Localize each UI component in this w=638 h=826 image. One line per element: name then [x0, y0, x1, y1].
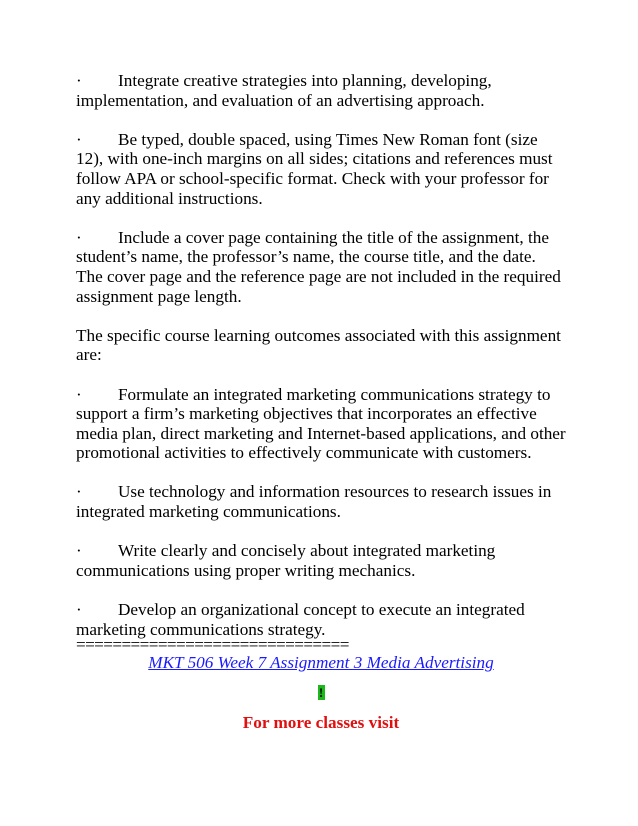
bullet-paragraph: [76, 482, 566, 521]
intro-paragraph: [76, 326, 566, 365]
highlight-mark-glyph: !: [318, 684, 324, 700]
bullet-dot: ·: [76, 129, 82, 149]
bullet-dot: ·: [76, 384, 82, 404]
separator-line: ==============================: [76, 639, 349, 653]
bullet-dot: ·: [76, 541, 82, 561]
paragraph-text: Develop an organizational concept to execute an integrated marketing communications strategy.: [76, 600, 525, 639]
paragraph-text: Formulate an integrated marketing communications strategy to support a firm’s marketing objectives that incorporates an effective media plan, direct marketing and Internet-based applications, and other promotional activities to effectively communicate with customers.: [76, 384, 566, 463]
paragraph-text: Integrate creative strategies into planning, developing, implementation, and evaluation of an advertising approach.: [76, 71, 492, 110]
paragraph-text: The specific course learning outcomes associated with this assignment are:: [76, 325, 561, 365]
bullet-paragraph: [76, 130, 566, 208]
bullet-dot: ·: [76, 227, 82, 247]
bullet-paragraph: [76, 541, 566, 580]
paragraph-text: Use technology and information resources to research issues in integrated marketing communications.: [76, 482, 552, 522]
bullet-dot: ·: [76, 600, 82, 620]
bullet-paragraph: [76, 228, 566, 306]
highlight-mark: [76, 680, 566, 702]
visit-heading: For more classes visit: [242, 713, 400, 733]
bullet-dot: ·: [76, 482, 82, 502]
paragraph-list: [76, 71, 566, 639]
course-link[interactable]: MKT 506 Week 7 Assignment 3 Media Advertising: [148, 653, 494, 673]
paragraph-text: Write clearly and concisely about integrated marketing communications using proper writing mechanics.: [76, 541, 496, 580]
bullet-paragraph: [76, 71, 566, 110]
paragraph-text: Be typed, double spaced, using Times New Roman font (size 12), with one-inch margins on all sides; citations and references must follow APA or school-specific format. Check with your professor for any additional instructions.: [76, 129, 553, 208]
document-page: [76, 71, 566, 734]
bullet-paragraph: [76, 600, 566, 639]
bullet-paragraph: [76, 385, 566, 463]
paragraph-text: Include a cover page containing the title of the assignment, the student’s name, the professor’s name, the course title, and the date. The cover page and the reference page are not included in the required assignment page length.: [76, 227, 561, 306]
bullet-dot: ·: [76, 71, 82, 90]
